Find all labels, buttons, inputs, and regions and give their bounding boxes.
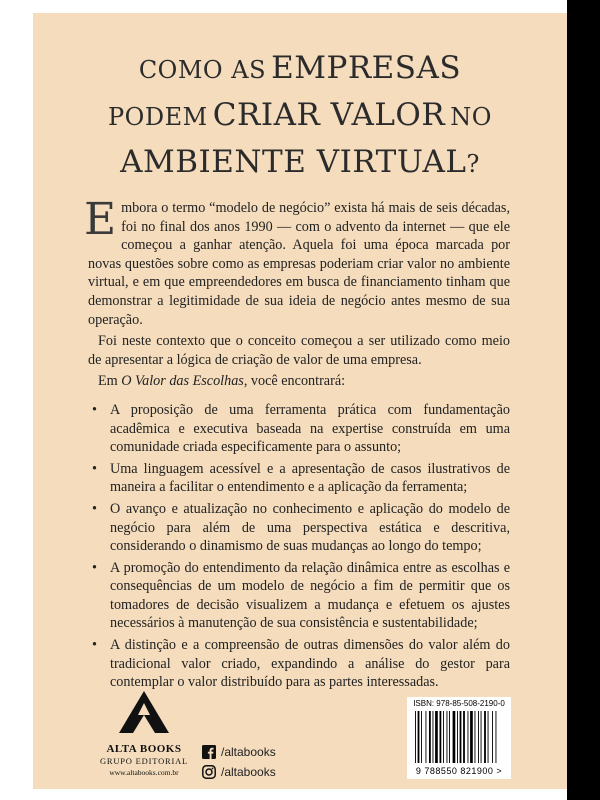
synopsis: [84, 194, 510, 695]
list-item: • Uma linguagem acessível e a apresentação de casos ilustrativos de maneira a facilitar o entendimento e a aplicação da ferramenta;: [88, 460, 510, 497]
intro-prefix: Em: [98, 373, 122, 390]
right-edge: [567, 0, 600, 800]
intro-suffix: , você encontrará:: [243, 373, 346, 390]
title-word: PODEM: [108, 103, 208, 131]
title-word: COMO AS: [138, 56, 267, 84]
social-links: [202, 742, 276, 782]
barcode-bar: [433, 711, 434, 763]
barcode-bar: [435, 711, 438, 763]
title-word: CRIAR VALOR: [212, 97, 446, 133]
list-item: • A distinção e a compreensão de outras dimensões do valor além do tradicional valor criado, expandindo a análise do gestor para contemplar o valor distribuído para as partes interessadas.: [88, 636, 510, 692]
barcode-bar: [443, 711, 444, 763]
instagram-icon: [202, 765, 216, 779]
paragraph: [84, 194, 510, 329]
barcode-bar: [484, 711, 486, 763]
instagram-handle: /altabooks: [221, 765, 276, 779]
barcode-bar: [460, 711, 462, 763]
barcode-bar: [426, 711, 427, 763]
barcode-bar: [429, 711, 431, 763]
publisher-website: www.altabooks.com.br: [109, 768, 179, 777]
title-word: EMPRESAS: [271, 50, 462, 86]
barcode-digits: 9 788550 821900 >: [415, 766, 503, 776]
barcode-bar: [475, 711, 476, 763]
barcode-bar: [449, 711, 450, 763]
list-item: • A proposição de uma ferramenta prática com fundamentação acadêmica e executiva baseada na expertise construída em uma comunidade criada especificamente para o assunto;: [88, 401, 510, 457]
facebook-link[interactable]: [202, 742, 276, 762]
title-word: ?: [466, 150, 480, 178]
barcode-bar: [415, 711, 416, 763]
book-title: O Valor das Escolhas: [121, 373, 244, 390]
barcode-bar: [463, 711, 465, 763]
title-word: NO: [450, 103, 492, 131]
barcode-bar: [421, 711, 422, 763]
barcode-bar: [492, 711, 493, 763]
facebook-icon: [202, 745, 216, 759]
intro-line: [88, 372, 510, 391]
barcode-bar: [447, 711, 448, 763]
barcode-bar: [468, 711, 469, 763]
publisher-subtitle: GRUPO EDITORIAL: [99, 756, 189, 766]
alta-books-logo-icon: [117, 689, 171, 735]
instagram-link[interactable]: [202, 762, 276, 782]
paragraph: Foi neste contexto que o conceito começou a ser utilizado como meio de apresentar a lógica de criação de valor de uma empresa.: [88, 333, 510, 368]
barcode-bar: [496, 711, 497, 763]
barcode-bar: [481, 711, 482, 763]
bullet-list: [88, 401, 510, 692]
paragraph-text: mbora o termo “modelo de negócio” exista há mais de seis décadas, foi no final dos anos 1990 — com o advento da internet — que ele começou a ganhar atenção. Aquela foi uma época marcada por novas questões sobre como as empresas poderiam criar valor no ambiente virtual, e em que empreendedores em busca de financiamento tinham que demonstrar a legitimidade de sua ideia de negócio antes mesmo de sua operação.: [88, 200, 510, 328]
back-cover: [33, 13, 567, 789]
barcode-bar: [440, 711, 442, 763]
barcode: [407, 697, 511, 779]
facebook-handle: /altabooks: [221, 745, 276, 759]
barcode-bars: [407, 711, 511, 765]
drop-cap: E: [84, 194, 117, 245]
list-item: • O avanço e atualização no conhecimento e aplicação do modelo de negócio para além de uma perspectiva estática e descritiva, considerando o dinamismo de suas mudanças ao longo do tempo;: [88, 500, 510, 556]
barcode-bar: [453, 711, 456, 763]
publisher-name: ALTA BOOKS: [106, 743, 182, 755]
publisher-logo: [94, 689, 194, 777]
isbn-label: ISBN: 978-85-508-2190-0: [413, 699, 505, 708]
barcode-bar: [457, 711, 458, 763]
title-word: AMBIENTE VIRTUAL: [120, 144, 467, 180]
left-margin: [0, 0, 33, 800]
barcode-bar: [418, 711, 420, 763]
barcode-bar: [488, 711, 489, 763]
cover-title: [33, 47, 567, 188]
barcode-bar: [478, 711, 479, 763]
barcode-bar: [470, 711, 473, 763]
list-item: • A promoção do entendimento da relação dinâmica entre as escolhas e consequências de um modelo de negócio a fim de permitir que os tomadores de decisão visualizem a mudança e efetuem os ajustes necessários à manutenção de sua consistência e sustentabilidade;: [88, 559, 510, 633]
